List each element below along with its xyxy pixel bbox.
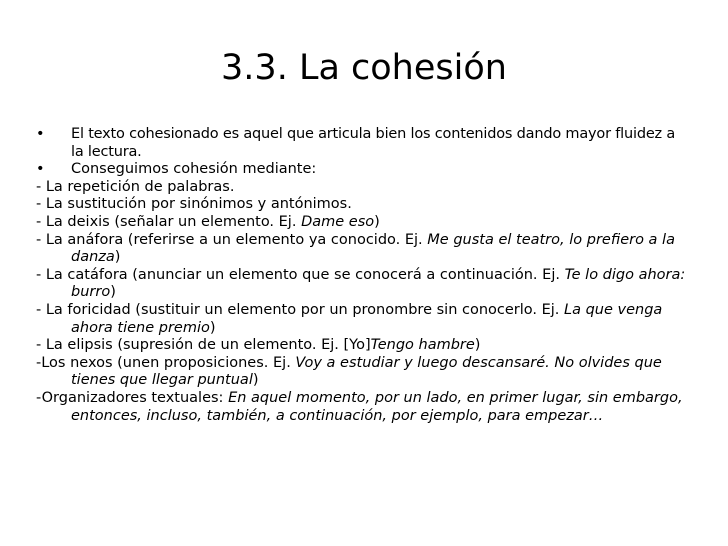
item-text: - La foricidad (sustituir un elemento por un pronombre sin conocerlo. Ej.	[36, 301, 565, 318]
item-example: En aquel momento, por un lado, en primer lugar, sin embargo, entonces, incluso, también, a continuación, por ejemplo, para empezar…	[71, 389, 683, 424]
bullet-item	[36, 161, 686, 179]
item-text: - La anáfora (referirse a un elemento ya conocido. Ej.	[36, 231, 428, 248]
list-item	[36, 267, 686, 302]
item-text: - La deixis (señalar un elemento. Ej.	[36, 213, 302, 230]
item-example: La que venga ahora tiene premio	[71, 301, 663, 336]
item-example: Me gusta el teatro, lo prefiero a la danza	[71, 231, 675, 266]
list-item	[36, 355, 686, 390]
item-tail: )	[474, 337, 481, 354]
list-item	[36, 337, 686, 355]
list-item	[36, 302, 686, 337]
list-item	[36, 179, 686, 197]
item-example: Tengo hambre	[370, 337, 475, 354]
item-example: Voy a estudiar y luego descansaré. No olvides que tienes que llegar puntual	[71, 354, 662, 389]
slide-title: 3.3. La cohesión	[221, 48, 507, 88]
item-example: Te lo digo ahora: burro	[71, 266, 686, 301]
item-text: - La sustitución por sinónimos y antónimos.	[36, 196, 352, 213]
bullet-mark: •	[36, 161, 45, 178]
item-text: -Organizadores textuales:	[36, 389, 229, 406]
item-tail: )	[114, 249, 121, 266]
list-item	[36, 214, 686, 232]
item-example: Dame eso	[301, 213, 375, 230]
item-text: - La catáfora (anunciar un elemento que se conocerá a continuación. Ej.	[36, 266, 565, 283]
item-tail: )	[374, 213, 380, 230]
item-tail: )	[252, 372, 259, 389]
bullet-mark: •	[36, 126, 45, 142]
item-text: - La repetición de palabras.	[36, 178, 235, 195]
list-item	[36, 390, 686, 425]
list-item	[36, 232, 686, 267]
item-tail: )	[209, 319, 216, 336]
bullet-item	[36, 126, 686, 161]
slide-body	[36, 126, 686, 425]
bullet-text: El texto cohesionado es aquel que articula bien los contenidos dando mayor fluidez a la lectura.	[71, 126, 676, 160]
item-text: -Los nexos (unen proposiciones. Ej.	[36, 354, 296, 371]
item-text: - La elipsis (supresión de un elemento. Ej. [Yo]	[36, 337, 371, 354]
item-tail: )	[110, 284, 116, 301]
bullet-text: Conseguimos cohesión mediante:	[71, 161, 317, 178]
list-item	[36, 196, 686, 214]
